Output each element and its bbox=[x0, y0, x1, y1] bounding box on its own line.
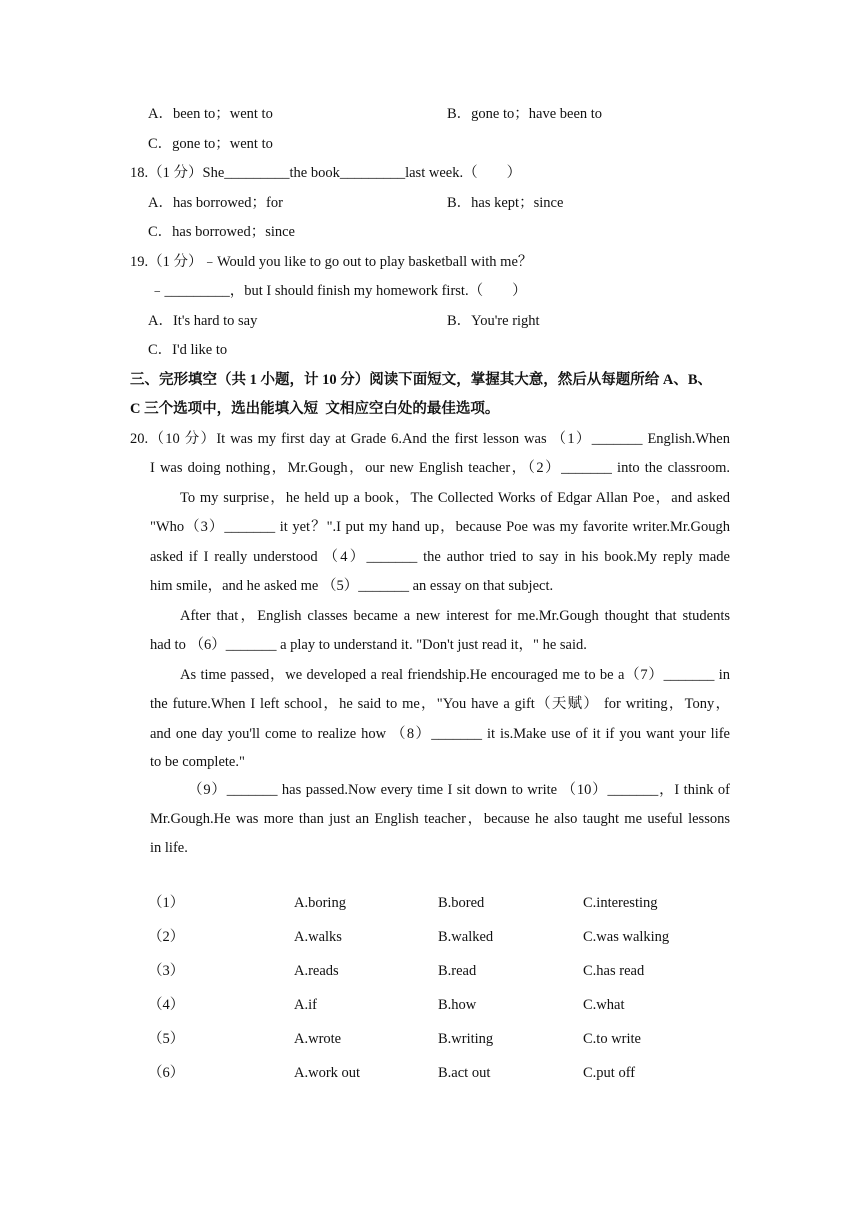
q20-line-7: After that，English classes became a new interest for me.Mr.Gough thought that students bbox=[180, 608, 730, 624]
choice-option-c: C.to write bbox=[583, 1031, 641, 1047]
choice-row bbox=[148, 893, 743, 927]
section-heading-line1: 三、完形填空（共 1 小题，计 10 分）阅读下面短文，掌握其大意，然后从每题所给 A、B、 bbox=[130, 372, 713, 388]
choice-option-a: A.if bbox=[294, 997, 317, 1013]
q20-line-10: the future.When I left school，he said to me，"You have a gift（天赋） for writing，Tony， bbox=[150, 696, 730, 712]
choice-option-a: A.reads bbox=[294, 963, 339, 979]
choice-number: （6） bbox=[148, 1065, 185, 1081]
q19-reply: ﹣_________，but I should finish my homework first.（ ） bbox=[150, 283, 527, 299]
q18-option-b: B．has kept；since bbox=[447, 195, 564, 211]
q20-line-11: and one day you'll come to realize how （8）_______ it is.Make use of it if you want your life bbox=[150, 726, 730, 742]
q19-option-b: B．You're right bbox=[447, 313, 540, 329]
q20-line-14: Mr.Gough.He was more than just an English teacher，because he also taught me useful lessons bbox=[150, 811, 730, 827]
choice-option-b: B.act out bbox=[438, 1065, 491, 1081]
choice-option-b: B.walked bbox=[438, 929, 494, 945]
q20-line-6: him smile，and he asked me （5）_______ an essay on that subject. bbox=[150, 578, 554, 594]
q20-line-3: To my surprise，he held up a book，The Collected Works of Edgar Allan Poe，and asked bbox=[180, 490, 730, 506]
choice-option-c: C.has read bbox=[583, 963, 645, 979]
choice-option-b: B.read bbox=[438, 963, 477, 979]
choices-table bbox=[148, 893, 743, 1097]
choice-row bbox=[148, 961, 743, 995]
q17-option-a: A．been to；went to bbox=[148, 106, 273, 122]
choice-option-c: C.interesting bbox=[583, 895, 658, 911]
q18-option-c: C．has borrowed；since bbox=[148, 224, 295, 240]
q17-option-c: C．gone to；went to bbox=[148, 136, 273, 152]
choice-row bbox=[148, 927, 743, 961]
q20-line-1: 20.（10 分）It was my first day at Grade 6.And the first lesson was （1）_______ English.When bbox=[130, 431, 730, 447]
q19-option-c: C．I'd like to bbox=[148, 342, 228, 358]
q18-option-a: A．has borrowed；for bbox=[148, 195, 283, 211]
q20-line-15: in life. bbox=[150, 840, 188, 856]
choice-number: （1） bbox=[148, 895, 185, 911]
q20-line-13: （9）_______ has passed.Now every time I sit down to write （10）_______，I think of bbox=[188, 782, 730, 798]
q19-stem: 19.（1 分）﹣Would you like to go out to play basketball with me？ bbox=[130, 254, 533, 270]
choice-option-a: A.wrote bbox=[294, 1031, 342, 1047]
q20-line-9: As time passed，we developed a real friendship.He encouraged me to be a（7）_______ in bbox=[180, 667, 730, 683]
choice-number: （3） bbox=[148, 963, 185, 979]
q20-line-12: to be complete." bbox=[150, 754, 245, 770]
q20-line-8: had to （6）_______ a play to understand it. "Don't just read it，" he said. bbox=[150, 637, 587, 653]
choice-option-c: C.was walking bbox=[583, 929, 670, 945]
choice-option-c: C.what bbox=[583, 997, 625, 1013]
choice-number: （2） bbox=[148, 929, 185, 945]
q17-option-b: B．gone to；have been to bbox=[447, 106, 603, 122]
q20-line-2: I was doing nothing，Mr.Gough，our new English teacher，（2）_______ into the classroom. bbox=[150, 460, 730, 476]
choice-row bbox=[148, 995, 743, 1029]
choice-row bbox=[148, 1029, 743, 1063]
q18-stem: 18.（1 分）She_________the book_________last week.（ ） bbox=[130, 165, 522, 181]
choice-option-b: B.how bbox=[438, 997, 477, 1013]
choice-option-a: A.boring bbox=[294, 895, 346, 911]
section-heading-line2: C 三个选项中，选出能填入短 文相应空白处的最佳选项。 bbox=[130, 401, 500, 417]
q19-option-a: A．It's hard to say bbox=[148, 313, 258, 329]
choice-option-b: B.bored bbox=[438, 895, 485, 911]
q20-line-5: asked if I really understood （4）_______ the author tried to say in his book.My reply made bbox=[150, 549, 730, 565]
choice-option-a: A.walks bbox=[294, 929, 342, 945]
choice-option-c: C.put off bbox=[583, 1065, 636, 1081]
choice-option-a: A.work out bbox=[294, 1065, 361, 1081]
choice-number: （5） bbox=[148, 1031, 185, 1047]
choice-option-b: B.writing bbox=[438, 1031, 494, 1047]
choice-row bbox=[148, 1063, 743, 1097]
q20-line-4: "Who（3）_______ it yet？".I put my hand up，because Poe was my favorite writer.Mr.Gough bbox=[150, 519, 730, 535]
choice-number: （4） bbox=[148, 997, 185, 1013]
